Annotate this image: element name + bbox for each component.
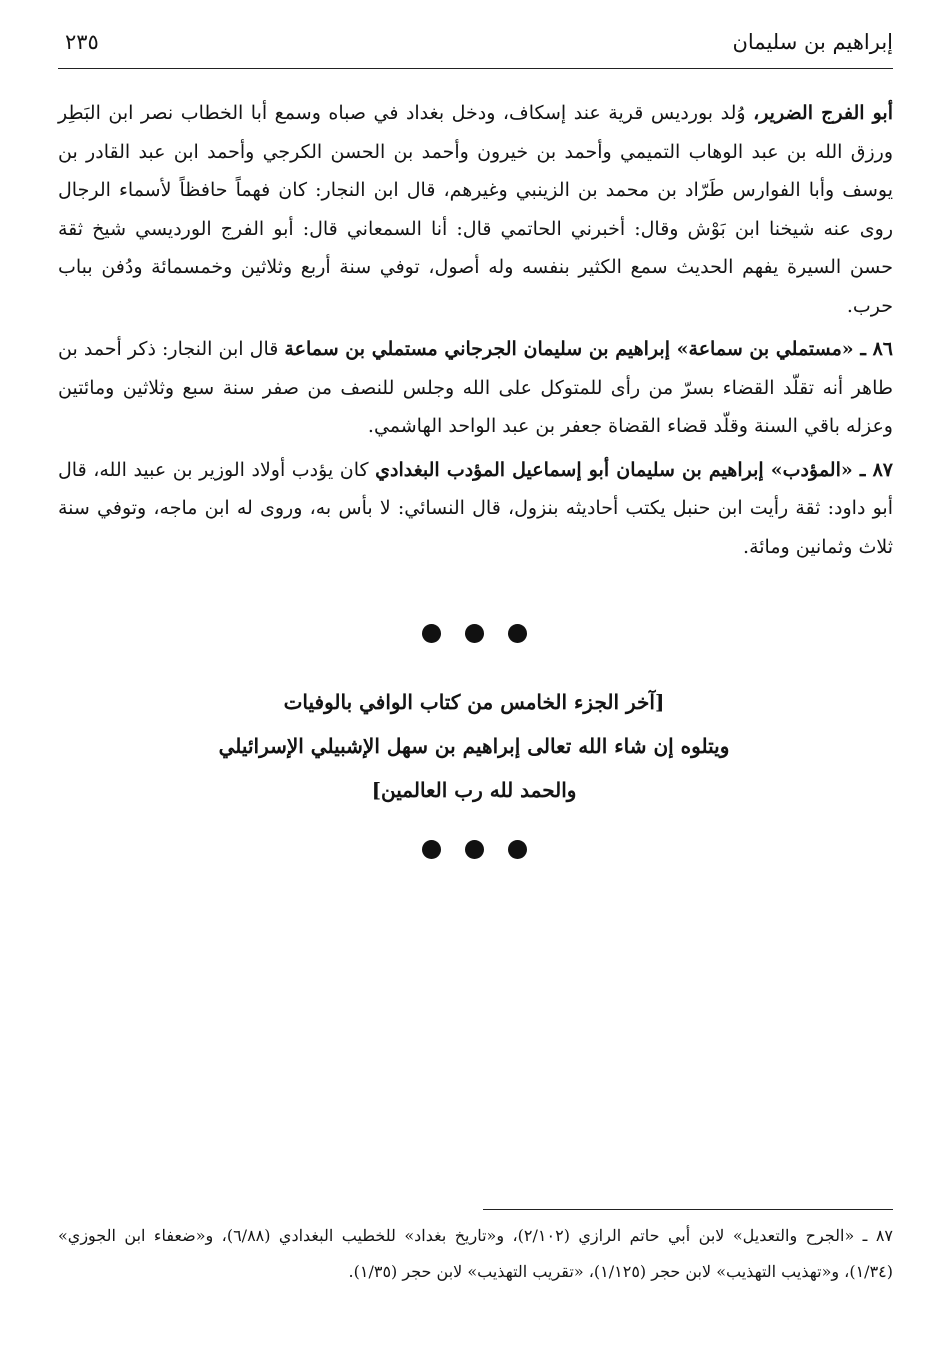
ornament-dot [508, 840, 527, 859]
section-ornament [0, 840, 948, 863]
colophon-line: والحمد لله رب العالمين] [371, 778, 577, 802]
footnotes [58, 1218, 893, 1290]
page-header [55, 30, 893, 64]
footnote-divider [483, 1209, 893, 1210]
colophon [0, 680, 948, 812]
main-text [58, 94, 893, 571]
running-title: إبراهيم بن سليمان [732, 30, 893, 54]
entry-paragraph [58, 94, 893, 325]
entry-heading: أبو الفرج الضرير، [753, 102, 893, 124]
entry-paragraph [58, 330, 893, 446]
ornament-dot [465, 624, 484, 643]
ornament-dot [422, 840, 441, 859]
entry-body: كان يؤدب أولاد الوزير بن عبيد الله، قال أبو داود: ثقة رأيت ابن حنبل يكتب أحاديثه بنزول، قال النسائي: لا بأس به، وروى له ابن ماجه، وتوفي سنة ثلاث وثمانين ومائة. [58, 458, 893, 558]
entry-paragraph [58, 451, 893, 567]
section-ornament [0, 624, 948, 647]
entry-body: قال ابن النجار: ذكر أحمد بن طاهر أنه تقلّد القضاء بسرّ من رأى للمتوكل على الله وجلس للنصف من صفر سنة سبع وثلاثين ومائتين وعزله باقي السنة وقلّد قضاء القضاة جعفر بن عبد الواحد الهاشمي. [58, 338, 893, 437]
entry-heading: ٨٧ ـ «المؤدب» إبراهيم بن سليمان أبو إسماعيل المؤدب البغدادي [375, 458, 893, 481]
footnote: ٨٧ ـ «الجرح والتعديل» لابن أبي حاتم الرازي (٢/١٠٢)، و«تاريخ بغداد» للخطيب البغدادي (٦/٨٨)، و«ضعفاء ابن الجوزي» (١/٣٤)، و«تهذيب التهذيب» لابن حجر (١/١٢٥)، «تقريب التهذيب» لابن حجر (١/٣٥). [58, 1226, 893, 1281]
colophon-line: [آخر الجزء الخامس من كتاب الوافي بالوفيات [283, 690, 665, 714]
ornament-dot [422, 624, 441, 643]
ornament-dot [465, 840, 484, 859]
entry-body: وُلد بورديس قرية عند إسكاف، ودخل بغداد في صباه وسمع أبا الخطاب نصر ابن البَطِر ورزق الله بن عبد الوهاب التميمي وأحمد بن خيرون وأحمد بن الحسن الكرجي وأحمد ابن عبد القادر بن يوسف وأبا الفوارس طَرّاد بن محمد بن الزينبي وغيرهم، قال ابن النجار: كان فهماً حافظاً لأسماء الرجال روى عنه شيخنا ابن بَوْش وقال: أخبرني الحاتمي قال: أنا السمعاني قال: أبو الفرج الورديسي شيخ ثقة حسن السيرة يفهم الحديث سمع الكثير بنفسه وله أصول، توفي سنة أربع وثلاثين وخمسمائة ودُفن بباب حرب. [58, 102, 893, 317]
page-number: ٢٣٥ [65, 30, 99, 54]
entry-heading: ٨٦ ـ «مستملي بن سماعة» إبراهيم بن سليمان الجرجاني مستملي بن سماعة [284, 338, 893, 360]
colophon-line: ويتلوه إن شاء الله تعالى إبراهيم بن سهل الإشبيلي الإسرائيلي [218, 734, 730, 758]
ornament-dot [508, 624, 527, 643]
header-divider [58, 68, 893, 69]
